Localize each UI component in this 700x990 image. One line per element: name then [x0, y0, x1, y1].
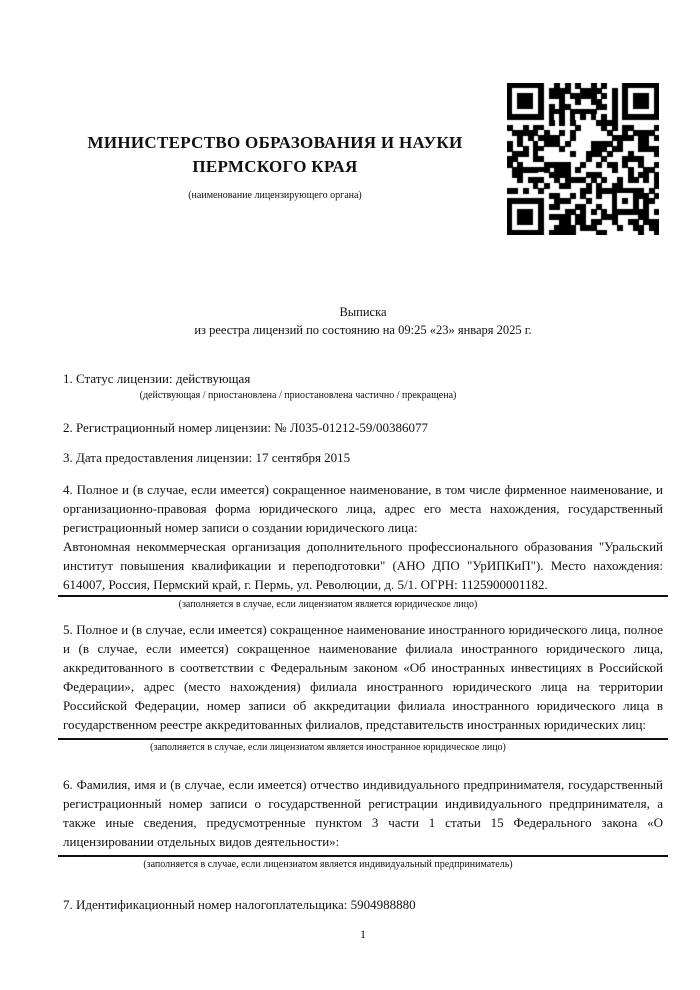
item-6-note: (заполняется в случае, если лицензиатом является индивидуальный предприниматель) [143, 859, 513, 870]
licensing-authority-caption: (наименование лицензирующего органа) [188, 190, 362, 201]
item-5-label: 5. Полное и (в случае, если имеется) сокращенное наименование иностранного юридического лица, полное и (в случае, если имеется) сокращенное наименование филиала иностранного юридического лица, аккредитованного в соответствии с Федеральным законом «Об иностранных инвестициях в Российской Федерации», адрес (место нахождения) филиала иностранного юридического лица на территории Российской Федерации, номер записи об аккредитации филиала иностранного юридического лица в государственном реестре аккредитованных филиалов, представительств иностранных юридических лиц: [63, 622, 663, 732]
item-1-license-status: 1. Статус лицензии: действующая [63, 371, 251, 386]
document-title-line1: Выписка [339, 305, 387, 319]
ministry-name-line2: ПЕРМСКОГО КРАЯ [192, 157, 358, 176]
item-5-foreign-entity-section [63, 620, 663, 753]
item-5-fill-line [58, 738, 668, 740]
item-1-status-options-note: (действующая / приостановлена / приостановлена частично / прекращена) [139, 390, 457, 401]
page-number: 1 [360, 927, 366, 941]
item-6-fill-line [58, 855, 668, 857]
licensing-authority-header [40, 131, 510, 208]
item-7-taxpayer-id: 7. Идентификационный номер налогоплательщика: 5904988880 [63, 897, 416, 912]
item-3-license-grant-date: 3. Дата предоставления лицензии: 17 сентября 2015 [63, 450, 351, 465]
ministry-name-line1: МИНИСТЕРСТВО ОБРАЗОВАНИЯ И НАУКИ [87, 133, 463, 152]
item-2-registration-number: 2. Регистрационный номер лицензии: № Л035-01212-59/00386077 [63, 420, 429, 435]
item-5-note: (заполняется в случае, если лицензиатом является иностранное юридическое лицо) [150, 742, 506, 753]
item-4-label: 4. Полное и (в случае, если имеется) сокращенное наименование, в том числе фирменное наименование, и организационно-правовая форма юридического лица, адрес его места нахождения, государственный регистрационный номер записи о создании юридического лица: [63, 482, 663, 535]
item-4-note: (заполняется в случае, если лицензиатом является юридическое лицо) [178, 599, 478, 610]
item-4-licensee-details: Автономная некоммерческая организация дополнительного профессионального образования "Уральский институт повышения квалификации и переподготовки" (АНО ДПО "УрИПКиП"). Место нахождения: 614007, Россия, Пермский край, г. Пермь, ул. Революции, д. 5/1. ОГРН: 1125900001182. [63, 539, 663, 592]
qr-code-icon [507, 83, 659, 235]
item-6-label: 6. Фамилия, имя и (в случае, если имеется) отчество индивидуального предпринимателя, государственный регистрационный номер записи о государственной регистрации индивидуального предпринимателя, а также иные сведения, предусмотренные пунктом 3 части 1 статьи 15 Федерального закона «О лицензировании отдельных видов деятельности»: [63, 777, 663, 849]
document-title [63, 304, 663, 339]
item-4-legal-entity-section [63, 480, 663, 610]
item-4-fill-line [58, 595, 668, 597]
document-title-line2: из реестра лицензий по состоянию на 09:25 «23» января 2025 г. [194, 322, 532, 337]
item-6-individual-entrepreneur-section [63, 775, 663, 870]
